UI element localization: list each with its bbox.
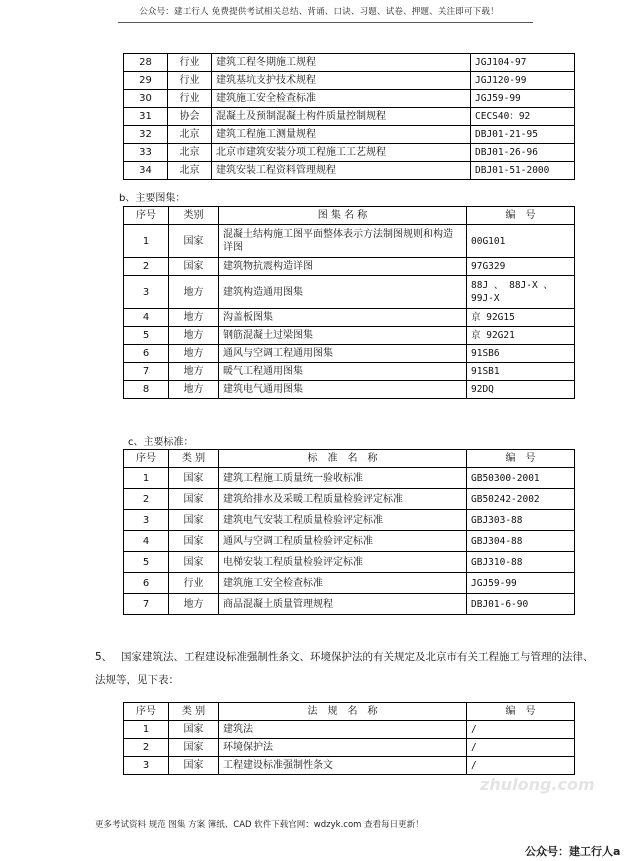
table-row — [124, 144, 575, 162]
cell-category: 国家 — [169, 721, 219, 739]
cell-index: 29 — [124, 72, 168, 90]
cell-index: 2 — [124, 489, 169, 510]
cell-code: 京 92G15 — [467, 309, 575, 327]
table-row — [124, 381, 575, 399]
cell-name: 建筑施工安全检查标准 — [219, 573, 467, 594]
table-row — [124, 162, 575, 180]
col-header-code: 编 号 — [467, 450, 575, 468]
col-header-index: 序号 — [124, 450, 169, 468]
cell-code: / — [467, 721, 575, 739]
table-row — [124, 225, 575, 258]
standards-table — [123, 449, 575, 615]
cell-index: 6 — [124, 345, 169, 363]
cell-code: DBJ01-6-90 — [467, 594, 575, 615]
table-row — [124, 552, 575, 573]
table-row — [124, 309, 575, 327]
table-row — [124, 258, 575, 276]
cell-code: GB50242-2002 — [467, 489, 575, 510]
cell-index: 5 — [124, 327, 169, 345]
cell-index: 1 — [124, 721, 169, 739]
col-header-category: 类 别 — [169, 450, 219, 468]
cell-category: 国家 — [169, 510, 219, 531]
cell-code: CECS40：92 — [471, 108, 575, 126]
col-header-category: 类 别 — [169, 703, 219, 721]
cell-index: 7 — [124, 594, 169, 615]
cell-name: 钢筋混凝土过梁图集 — [219, 327, 467, 345]
col-header-category: 类别 — [169, 207, 219, 225]
cell-category: 国家 — [169, 489, 219, 510]
cell-name: 北京市建筑安装分项工程施工工艺规程 — [212, 144, 471, 162]
section-c-title: c、主要标准： — [128, 437, 194, 448]
col-header-name: 法 规 名 称 — [219, 703, 467, 721]
cell-name: 混凝土及预制混凝土构件质量控制规程 — [212, 108, 471, 126]
col-header-code: 编 号 — [467, 207, 575, 225]
cell-name: 建筑施工安全检查标准 — [212, 90, 471, 108]
laws-table — [123, 702, 575, 775]
table-row — [124, 468, 575, 489]
cell-index: 3 — [124, 276, 169, 309]
cell-category: 行业 — [168, 90, 212, 108]
cell-category: 地方 — [169, 594, 219, 615]
col-header-index: 序号 — [124, 207, 169, 225]
cell-category: 行业 — [168, 72, 212, 90]
cell-name: 建筑工程冬期施工规程 — [212, 54, 471, 72]
cell-code: JGJ59-99 — [467, 573, 575, 594]
cell-code: GBJ310-88 — [467, 552, 575, 573]
cell-category: 行业 — [168, 54, 212, 72]
cell-category: 北京 — [168, 144, 212, 162]
cell-code: 97G329 — [467, 258, 575, 276]
item-5-number: 5、 — [95, 651, 113, 663]
page-header: 公众号：建工行人 免费提供考试相关总结、背诵、口诀、习题、试卷、押题、关注即可下载！ — [139, 7, 499, 17]
cell-code: 91SB6 — [467, 345, 575, 363]
cell-category: 国家 — [169, 531, 219, 552]
cell-name: 建筑基坑支护技术规程 — [212, 72, 471, 90]
cell-category: 地方 — [169, 276, 219, 309]
cell-name: 暖气工程通用图集 — [219, 363, 467, 381]
cell-name: 建筑法 — [219, 721, 467, 739]
cell-code: 92DQ — [467, 381, 575, 399]
cell-category: 国家 — [169, 258, 219, 276]
cell-code: DBJ01-51-2000 — [471, 162, 575, 180]
cell-category: 地方 — [169, 327, 219, 345]
cell-code: / — [467, 757, 575, 775]
cell-index: 7 — [124, 363, 169, 381]
table-row — [124, 594, 575, 615]
cell-index: 31 — [124, 108, 168, 126]
cell-category: 国家 — [169, 757, 219, 775]
cell-name: 环境保护法 — [219, 739, 467, 757]
table-row — [124, 126, 575, 144]
watermark: zhulong.com — [480, 775, 595, 794]
cell-category: 地方 — [169, 309, 219, 327]
cell-code: GBJ304-88 — [467, 531, 575, 552]
cell-category: 国家 — [169, 468, 219, 489]
cell-code: 91SB1 — [467, 363, 575, 381]
section-b-title: b、主要图集： — [119, 193, 186, 204]
cell-name: 电梯安装工程质量检验评定标准 — [219, 552, 467, 573]
cell-index: 4 — [124, 309, 169, 327]
cell-category: 地方 — [169, 345, 219, 363]
cell-code: GBJ303-88 — [467, 510, 575, 531]
table-row — [124, 510, 575, 531]
cell-code: 88J 、 88J-X 、 99J-X — [467, 276, 575, 309]
cell-index: 34 — [124, 162, 168, 180]
cell-code: GB50300-2001 — [467, 468, 575, 489]
table-row — [124, 363, 575, 381]
page-footer: 更多考试资料 规范 图集 方案 簿纸、CAD 软件下载官网：wdzyk.com 查看每日更新！ — [95, 820, 424, 830]
cell-name: 建筑工程施工测量规程 — [212, 126, 471, 144]
cell-index: 1 — [124, 225, 169, 258]
cell-name: 商品混凝土质量管理规程 — [219, 594, 467, 615]
cell-name: 建筑电气安装工程质量检验评定标准 — [219, 510, 467, 531]
table-row — [124, 489, 575, 510]
col-header-index: 序号 — [124, 703, 169, 721]
cell-index: 3 — [124, 510, 169, 531]
cell-code: / — [467, 739, 575, 757]
cell-name: 通风与空调工程质量检验评定标准 — [219, 531, 467, 552]
cell-index: 8 — [124, 381, 169, 399]
cell-name: 混凝土结构施工图平面整体表示方法制图规则和构造详图 — [219, 225, 467, 258]
brand-label: 公众号：建工行人a — [525, 845, 621, 858]
header-divider — [118, 22, 533, 23]
cell-category: 协会 — [168, 108, 212, 126]
cell-category: 地方 — [169, 381, 219, 399]
table-row — [124, 345, 575, 363]
table-row — [124, 72, 575, 90]
cell-code: JGJ59-99 — [471, 90, 575, 108]
cell-code: DBJ01-21-95 — [471, 126, 575, 144]
cell-name: 建筑电气通用图集 — [219, 381, 467, 399]
cell-code: JGJ120-99 — [471, 72, 575, 90]
cell-name: 通风与空调工程通用图集 — [219, 345, 467, 363]
cell-index: 33 — [124, 144, 168, 162]
cell-code: 京 92G21 — [467, 327, 575, 345]
table-row — [124, 573, 575, 594]
standards-continued-table — [123, 53, 575, 180]
table-row — [124, 739, 575, 757]
cell-name: 建筑安装工程资料管理规程 — [212, 162, 471, 180]
cell-index: 6 — [124, 573, 169, 594]
table-row — [124, 721, 575, 739]
table-row — [124, 90, 575, 108]
cell-index: 4 — [124, 531, 169, 552]
col-header-name: 图 集 名 称 — [219, 207, 467, 225]
cell-name: 建筑工程施工质量统一验收标准 — [219, 468, 467, 489]
table-row — [124, 54, 575, 72]
cell-index: 2 — [124, 258, 169, 276]
cell-index: 3 — [124, 757, 169, 775]
table-row — [124, 108, 575, 126]
cell-code: 00G101 — [467, 225, 575, 258]
cell-name: 工程建设标准强制性条文 — [219, 757, 467, 775]
cell-code: DBJ01-26-96 — [471, 144, 575, 162]
cell-index: 28 — [124, 54, 168, 72]
table-row — [124, 276, 575, 309]
cell-index: 30 — [124, 90, 168, 108]
item-5-text: 国家建筑法、工程建设标准强制性条文、环境保护法的有关规定及北京市有关工程施工与管理的法律、法规等，见下表： — [95, 651, 594, 686]
table-row — [124, 757, 575, 775]
cell-category: 地方 — [169, 363, 219, 381]
col-header-code: 编 号 — [467, 703, 575, 721]
cell-name: 建筑给排水及采暖工程质量检验评定标准 — [219, 489, 467, 510]
cell-index: 1 — [124, 468, 169, 489]
item-5-paragraph — [95, 646, 595, 692]
cell-category: 国家 — [169, 552, 219, 573]
cell-code: JGJ104-97 — [471, 54, 575, 72]
cell-name: 建筑物抗震构造详图 — [219, 258, 467, 276]
cell-category: 国家 — [169, 739, 219, 757]
cell-category: 国家 — [169, 225, 219, 258]
cell-index: 32 — [124, 126, 168, 144]
atlas-table — [123, 206, 575, 399]
cell-index: 2 — [124, 739, 169, 757]
table-row — [124, 327, 575, 345]
cell-name: 沟盖板图集 — [219, 309, 467, 327]
table-row — [124, 531, 575, 552]
cell-category: 行业 — [169, 573, 219, 594]
cell-category: 北京 — [168, 162, 212, 180]
col-header-name: 标 准 名 称 — [219, 450, 467, 468]
cell-category: 北京 — [168, 126, 212, 144]
cell-name: 建筑构造通用图集 — [219, 276, 467, 309]
cell-index: 5 — [124, 552, 169, 573]
